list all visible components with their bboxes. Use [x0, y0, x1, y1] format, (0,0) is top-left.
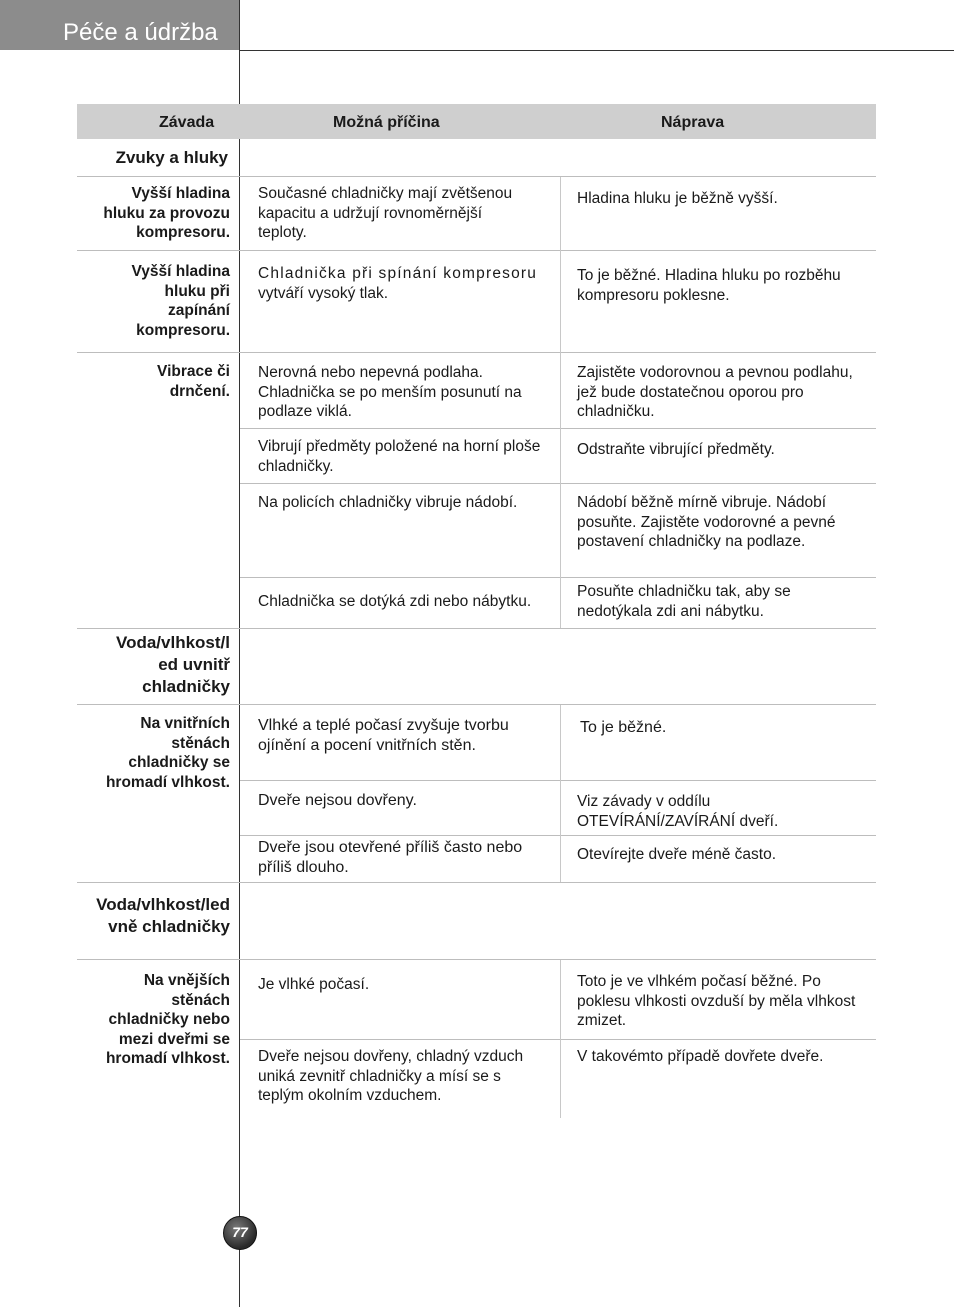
row-divider: [77, 704, 876, 705]
cause-cell: Chladnička při spínání kompresoru vytváří vysoký tlak.: [258, 265, 538, 302]
cause-cell: Vlhké a teplé počasí zvyšuje tvorbu ojínění a pocení vnitřních stěn.: [258, 717, 509, 754]
subrow-divider: [240, 428, 876, 429]
subrow-divider: [240, 835, 876, 836]
cause-cell: Nerovná nebo nepevná podlaha. Chladnička se po menším posunutí na podlaze viklá.: [258, 364, 522, 420]
section-title: Zvuky a hluky: [115, 148, 228, 167]
cause-cell: Vibrují předměty položené na horní ploše chladničky.: [258, 438, 541, 475]
subrow-divider: [240, 577, 876, 578]
remedy-cell: Hladina hluku je běžně vyšší.: [577, 190, 778, 207]
column-header-remedy: Náprava: [661, 114, 725, 131]
header-rule: [240, 50, 954, 51]
remedy-cell: Otevírejte dveře méně často.: [577, 846, 777, 863]
cause-cell: Současné chladničky mají zvětšenou kapacitu a udržují rovnoměrnější teploty.: [258, 185, 513, 241]
page-title: Péče a údržba: [63, 19, 218, 46]
remedy-cell: Nádobí běžně mírně vibruje. Nádobí posuňte. Zajistěte vodorovné a pevné postavení chladničky na podlaze.: [577, 494, 836, 550]
cause-cell: Dveře nejsou dovřeny, chladný vzduch uniká zevnitř chladničky a mísí se s teplým okolním vzduchem.: [258, 1048, 524, 1104]
column-divider: [560, 960, 561, 1118]
page-number: 77: [232, 1224, 248, 1240]
subrow-divider: [240, 1039, 876, 1040]
row-divider: [77, 628, 876, 629]
remedy-cell: Toto je ve vlhkém počasí běžné. Po poklesu vlhkosti ovzduší by měla vlhkost zmizet.: [577, 973, 856, 1029]
remedy-cell: Viz závady v oddílu OTEVÍRÁNÍ/ZAVÍRÁNÍ dveří.: [577, 793, 779, 830]
remedy-cell: Odstraňte vibrující předměty.: [577, 441, 775, 458]
row-divider: [77, 176, 876, 177]
column-header-fault: Závada: [159, 114, 215, 131]
row-divider: [77, 250, 876, 251]
section-title: Voda/vlhkost/l ed uvnitř chladničky: [116, 633, 230, 696]
remedy-cell: Zajistěte vodorovnou a pevnou podlahu, jež bude dostatečnou oporou pro chladničku.: [577, 364, 853, 420]
cause-cell: Chladnička se dotýká zdi nebo nábytku.: [258, 593, 532, 610]
symptom-label: Na vnitřních stěnách chladničky se hromadí vlhkost.: [105, 715, 230, 791]
cause-cell: Dveře nejsou dovřeny.: [258, 792, 417, 809]
remedy-cell: To je běžné. Hladina hluku po rozběhu kompresoru poklesne.: [577, 267, 841, 304]
remedy-cell: V takovémto případě dovřete dveře.: [577, 1048, 824, 1065]
subrow-divider: [240, 780, 876, 781]
symptom-label: Vyšší hladina hluku při zapínání kompresoru.: [131, 263, 230, 339]
cause-cell: Je vlhké počasí.: [258, 976, 370, 993]
subrow-divider: [240, 483, 876, 484]
section-title: Voda/vlhkost/led vně chladničky: [96, 895, 230, 936]
remedy-cell: Posuňte chladničku tak, aby se nedotýkala zdi ani nábytku.: [577, 583, 791, 620]
symptom-label: Vibrace či drnčení.: [157, 363, 230, 400]
column-divider: [560, 705, 561, 882]
row-divider: [77, 959, 876, 960]
row-divider: [77, 882, 876, 883]
column-header-cause: Možná příčina: [333, 114, 440, 131]
column-divider: [560, 177, 561, 628]
cause-cell: Na policích chladničky vibruje nádobí.: [258, 494, 518, 511]
row-divider: [77, 352, 876, 353]
symptom-label: Vyšší hladina hluku za provozu kompresoru.: [103, 185, 230, 241]
symptom-label: Na vnějších stěnách chladničky nebo mezi dveřmi se hromadí vlhkost.: [105, 972, 230, 1067]
cause-cell: Dveře jsou otevřené příliš často nebo příliš dlouho.: [258, 839, 523, 876]
margin-rule: [239, 0, 240, 1307]
remedy-cell: To je běžné.: [580, 719, 667, 736]
